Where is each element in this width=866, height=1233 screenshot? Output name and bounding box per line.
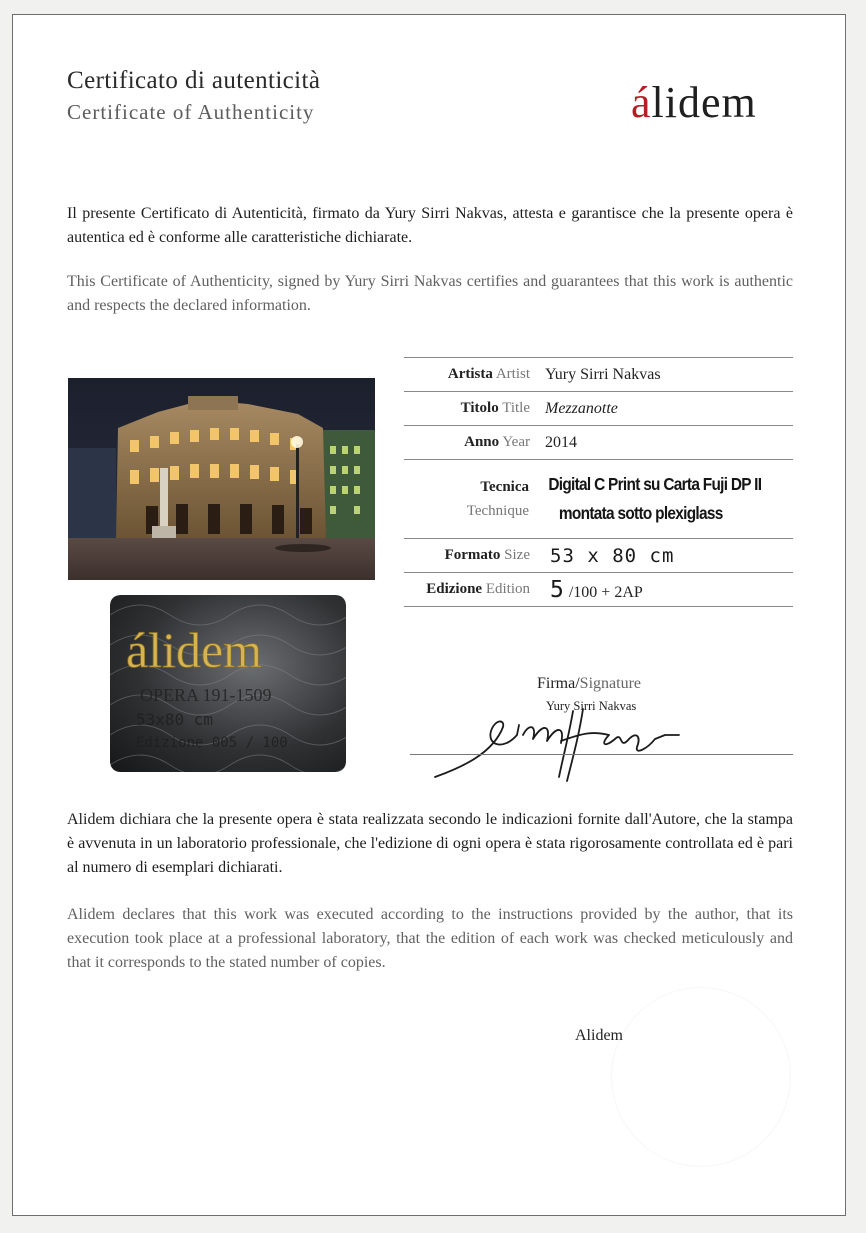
- value-year: 2014: [545, 433, 577, 451]
- signature-line: [410, 754, 793, 755]
- certificate-sheet: [12, 14, 846, 1216]
- label-edition: Edizione Edition: [426, 581, 530, 597]
- row-size: [404, 538, 793, 572]
- hologram-logo: álidem: [126, 622, 263, 678]
- signature-printed-name: Yury Sirri Nakvas: [546, 699, 637, 713]
- title-english: Certificate of Authenticity: [67, 100, 315, 124]
- issuer-name: Alidem: [575, 1027, 623, 1044]
- hologram-seal: [110, 595, 346, 772]
- declaration-italian: Alidem dichiara che la presente opera è stata realizzata secondo le indicazioni fornite dall'Autore, che la stampa è avvenuta in un laboratorio professionale, che l'edizione di ogni opera è stata rigorosamente controllata ed è pari al numero di esemplari dichiarati.: [67, 811, 793, 876]
- details-table: [404, 357, 793, 607]
- value-technique: Digital C Print su Carta Fuji DP II montata sotto plexiglass: [548, 474, 762, 523]
- row-edition: [404, 572, 793, 607]
- row-artist: [404, 357, 793, 391]
- value-edition: 5 /100 + 2AP: [550, 576, 643, 603]
- declaration-english: Alidem declares that this work was executed according to the instructions provided by the author, that its execution took place at a professional laboratory, that the edition of each work was checked meticulously and that it corresponds to the stated number of copies.: [67, 906, 793, 971]
- hologram-edition: Edizione 005 / 100: [136, 735, 288, 751]
- hologram-serial: OPERA 191-1509: [140, 685, 272, 705]
- faint-embossed-stamp: [611, 987, 791, 1167]
- value-size: 53 x 80 cm: [550, 544, 675, 567]
- row-year: [404, 425, 793, 459]
- svg-text:Sirri Nakvas: Sirri Nakvas: [433, 705, 439, 706]
- artwork-photo: [68, 378, 375, 580]
- intro-english: This Certificate of Authenticity, signed by Yury Sirri Nakvas certifies and guarantees that this work is authentic and respects the declared information.: [67, 273, 793, 314]
- value-title: Mezzanotte: [545, 399, 618, 417]
- handwritten-signature: [433, 705, 733, 785]
- intro-italian: Il presente Certificato di Autenticità, firmato da Yury Sirri Nakvas, attesta e garantisce che la presente opera è autentica ed è conforme alle caratteristiche dichiarate.: [67, 205, 793, 246]
- label-technique: Tecnica Technique: [466, 479, 529, 519]
- hologram-size: 53x80 cm: [136, 710, 214, 729]
- signature-label: Firma/Signature: [537, 675, 641, 692]
- label-artist: Artista Artist: [447, 366, 530, 382]
- row-title: [404, 391, 793, 425]
- title-italian: Certificato di autenticità: [67, 67, 321, 94]
- label-size: Formato Size: [444, 547, 530, 563]
- value-artist: Yury Sirri Nakvas: [545, 365, 661, 383]
- alidem-logo: álidem: [631, 78, 757, 127]
- label-title: Titolo Title: [460, 400, 530, 416]
- row-technique: [404, 459, 793, 538]
- logo-letter-a: á: [631, 78, 652, 127]
- label-year: Anno Year: [464, 434, 530, 450]
